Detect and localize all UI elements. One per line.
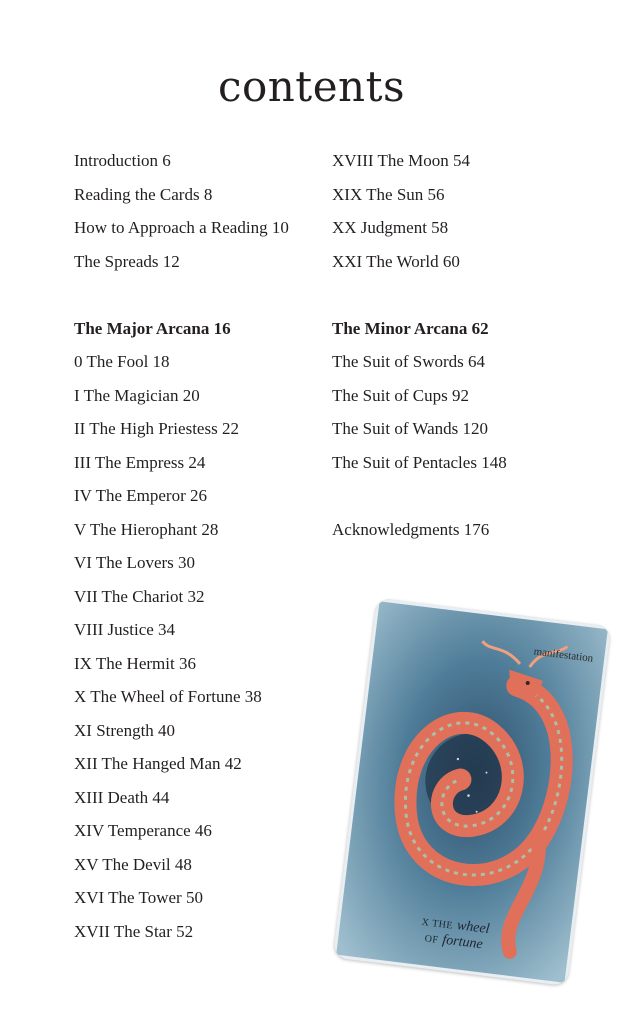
- toc-entry-the-world[interactable]: XXI The World 60: [332, 251, 460, 271]
- toc-entry-the-hermit[interactable]: IX The Hermit 36: [74, 653, 196, 673]
- spacer: [332, 485, 592, 519]
- toc-entry-introduction[interactable]: Introduction 6: [74, 151, 171, 170]
- toc-entry-hanged-man[interactable]: XII The Hanged Man 42: [74, 754, 242, 773]
- toc-entry-the-empress[interactable]: III The Empress 24: [74, 452, 206, 472]
- toc-entry-the-sun[interactable]: XIX The Sun 56: [332, 184, 445, 204]
- toc-entry-the-hierophant[interactable]: V The Hierophant 28: [74, 519, 219, 539]
- toc-entry-strength[interactable]: XI Strength 40: [74, 720, 176, 740]
- toc-entry-death[interactable]: XIII Death 44: [74, 787, 170, 807]
- toc-entry-the-chariot[interactable]: VII The Chariot 32: [74, 586, 205, 606]
- toc-entry-the-emperor[interactable]: IV The Emperor 26: [74, 486, 207, 505]
- toc-entry-justice[interactable]: VIII Justice 34: [74, 620, 176, 639]
- toc-entry-suit-of-wands[interactable]: The Suit of Wands 120: [332, 419, 489, 438]
- toc-entry-temperance[interactable]: XIV Temperance 46: [74, 821, 212, 840]
- toc-entry-suit-of-cups[interactable]: The Suit of Cups 92: [332, 385, 469, 405]
- card-keyword: manifestation: [532, 645, 594, 665]
- contents-left-column: [74, 150, 324, 954]
- card-title-prefix: X THE: [420, 916, 454, 932]
- toc-section-minor-arcana[interactable]: The Minor Arcana 62: [332, 318, 489, 338]
- toc-entry-the-spreads[interactable]: The Spreads 12: [74, 251, 180, 271]
- toc-section-major-arcana[interactable]: The Major Arcana 16: [74, 318, 231, 338]
- toc-entry-reading-the-cards[interactable]: Reading the Cards 8: [74, 184, 213, 204]
- spacer: [74, 284, 324, 318]
- card-title-of: OF: [423, 933, 439, 946]
- toc-entry-the-moon[interactable]: XVIII The Moon 54: [332, 151, 471, 170]
- toc-entry-suit-of-swords[interactable]: The Suit of Swords 64: [332, 352, 485, 371]
- toc-entry-the-tower[interactable]: XVI The Tower 50: [74, 888, 203, 907]
- tarot-card-illustration: [333, 598, 611, 986]
- spacer: [332, 284, 592, 318]
- toc-entry-the-devil[interactable]: XV The Devil 48: [74, 854, 192, 874]
- toc-entry-high-priestess[interactable]: II The High Priestess 22: [74, 419, 239, 438]
- page-title: contents: [217, 62, 406, 111]
- contents-right-column: [332, 150, 592, 552]
- card-title-word1: wheel: [456, 918, 491, 938]
- toc-entry-suit-of-pentacles[interactable]: The Suit of Pentacles 148: [332, 452, 507, 472]
- toc-entry-the-star[interactable]: XVII The Star 52: [74, 921, 194, 941]
- toc-entry-acknowledgments[interactable]: Acknowledgments 176: [332, 519, 490, 539]
- toc-entry-the-lovers[interactable]: VI The Lovers 30: [74, 553, 196, 572]
- card-title-word2: fortune: [441, 932, 484, 953]
- toc-entry-wheel-of-fortune[interactable]: X The Wheel of Fortune 38: [74, 687, 262, 706]
- toc-entry-how-to-approach[interactable]: How to Approach a Reading 10: [74, 218, 289, 237]
- toc-entry-the-magician[interactable]: I The Magician 20: [74, 385, 200, 405]
- toc-entry-judgment[interactable]: XX Judgment 58: [332, 218, 449, 237]
- toc-entry-the-fool[interactable]: 0 The Fool 18: [74, 352, 170, 371]
